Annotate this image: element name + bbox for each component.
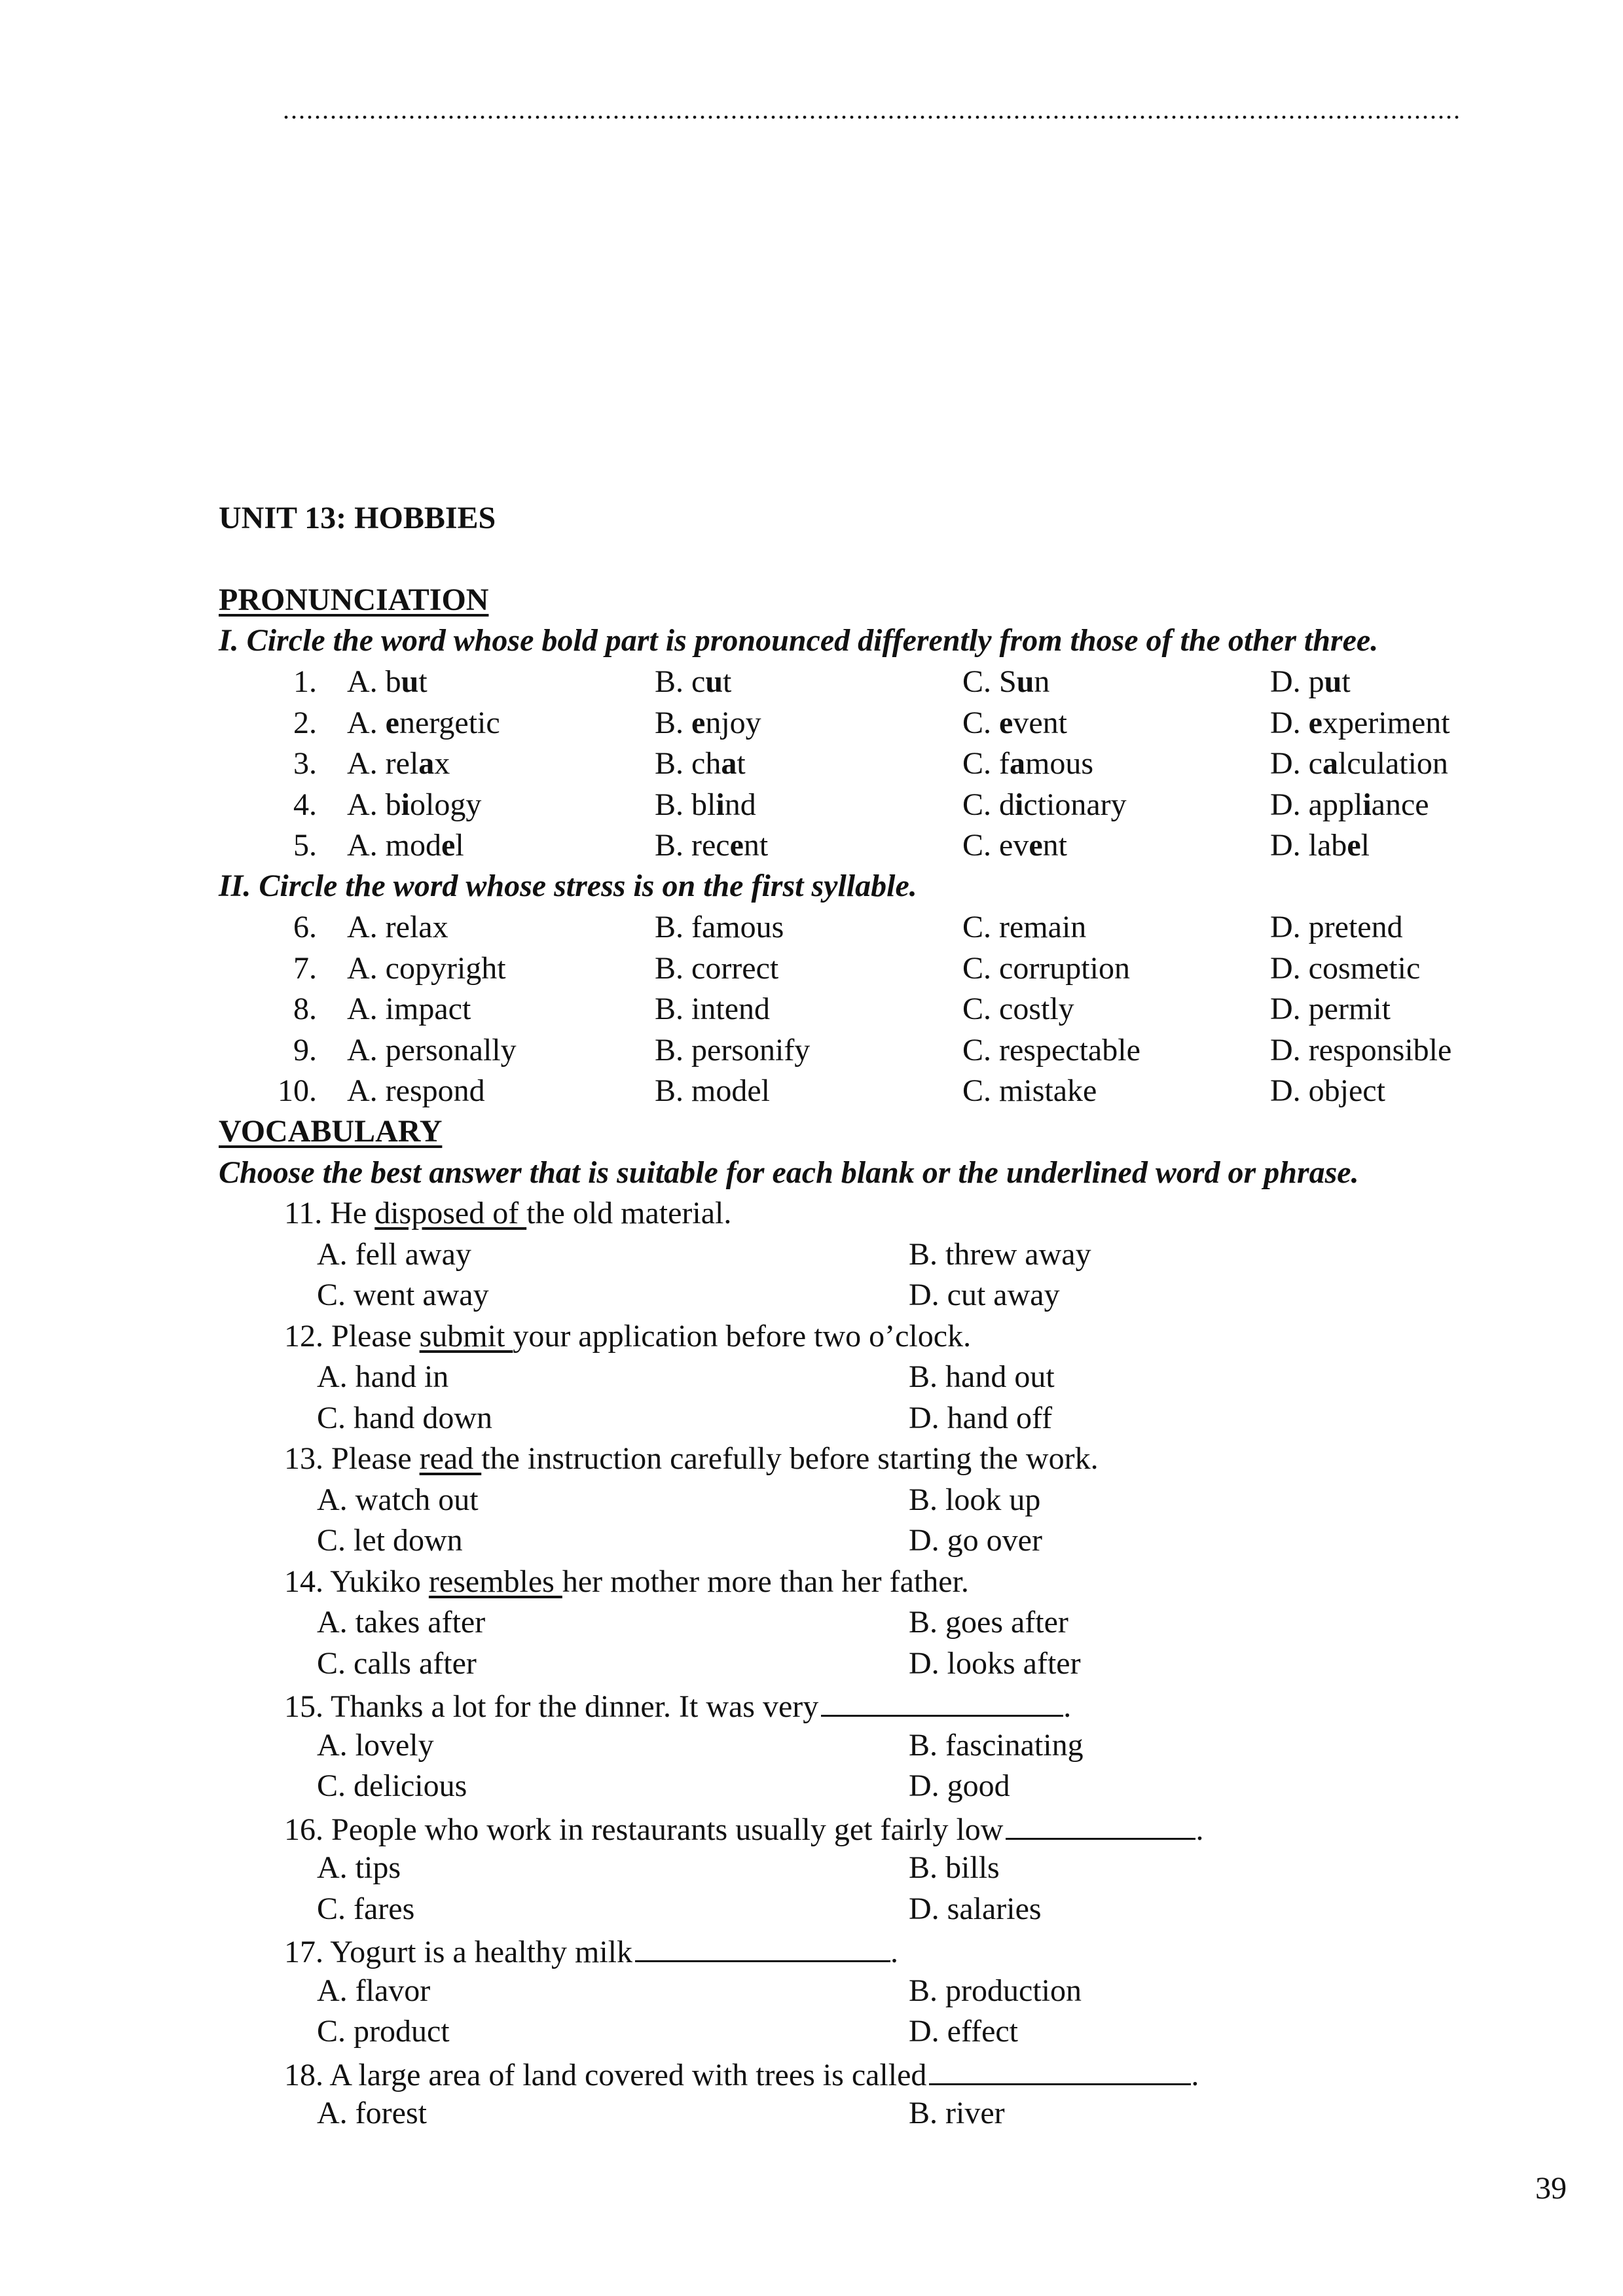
bold-part: u bbox=[1016, 664, 1034, 699]
question-number: 8. bbox=[293, 992, 317, 1026]
answer-option: A. takes after bbox=[317, 1605, 486, 1640]
answer-option: B. correct bbox=[655, 950, 779, 986]
answer-option: C. product bbox=[317, 2014, 450, 2049]
answer-option: D. salaries bbox=[909, 1891, 1042, 1926]
answer-option: C. fares bbox=[317, 1891, 415, 1926]
answer-option: C. costly bbox=[962, 992, 1074, 1026]
answer-option: D. good bbox=[909, 1768, 1010, 1803]
answer-option: B. intend bbox=[655, 992, 770, 1026]
answer-option: C. famous bbox=[962, 746, 1094, 781]
answer-option: D. go over bbox=[909, 1523, 1042, 1558]
answer-option: A. tips bbox=[317, 1850, 401, 1885]
answer-blank bbox=[635, 1934, 890, 1962]
bold-part: e bbox=[999, 705, 1013, 740]
answer-option: B. threw away bbox=[909, 1236, 1091, 1272]
page-number: 39 bbox=[1535, 2171, 1567, 2206]
question-number: 7. bbox=[293, 950, 317, 986]
answer-option: A. personally bbox=[347, 1032, 517, 1067]
answer-option: D. pretend bbox=[1270, 910, 1403, 944]
answer-option: D. appliance bbox=[1270, 787, 1429, 822]
pronunciation-heading: PRONUNCIATION bbox=[219, 583, 489, 617]
answer-option: B. famous bbox=[655, 910, 784, 944]
question-number: 9. bbox=[293, 1032, 317, 1067]
underlined-phrase: read bbox=[419, 1441, 482, 1476]
question-stem: 15. Thanks a lot for the dinner. It was very . bbox=[284, 1689, 1072, 1724]
question-number: 6. bbox=[293, 910, 317, 944]
answer-blank bbox=[821, 1689, 1063, 1717]
answer-option: C. went away bbox=[317, 1278, 489, 1312]
answer-option: A. hand in bbox=[317, 1359, 449, 1394]
bold-part: e bbox=[1347, 828, 1361, 863]
answer-option: C. remain bbox=[962, 910, 1087, 944]
answer-option: A. fell away bbox=[317, 1236, 471, 1272]
answer-option: C. mistake bbox=[962, 1073, 1097, 1108]
answer-option: D. hand off bbox=[909, 1400, 1053, 1435]
answer-option: C. calls after bbox=[317, 1645, 477, 1681]
answer-option: B. fascinating bbox=[909, 1727, 1084, 1763]
answer-option: D. responsible bbox=[1270, 1032, 1452, 1067]
answer-option: B. production bbox=[909, 1973, 1082, 2008]
answer-option: D. calculation bbox=[1270, 746, 1448, 781]
answer-option: D. cut away bbox=[909, 1278, 1060, 1312]
question-number: 2. bbox=[293, 705, 317, 740]
underlined-phrase: disposed of bbox=[374, 1196, 527, 1230]
answer-option: D. object bbox=[1270, 1073, 1385, 1108]
answer-option: B. bills bbox=[909, 1850, 1000, 1885]
bold-part: u bbox=[705, 664, 723, 699]
unit-title: UNIT 13: HOBBIES bbox=[219, 501, 496, 535]
bold-part: u bbox=[1324, 664, 1342, 699]
answer-option: A. relax bbox=[347, 910, 448, 944]
answer-option: A. lovely bbox=[317, 1727, 434, 1763]
answer-option: B. chat bbox=[655, 746, 746, 781]
underlined-phrase: resembles bbox=[428, 1564, 562, 1599]
answer-option: D. label bbox=[1270, 828, 1370, 863]
answer-option: B. blind bbox=[655, 787, 756, 822]
bold-part: e bbox=[729, 828, 744, 863]
bold-part: i bbox=[1015, 787, 1024, 822]
answer-option: B. model bbox=[655, 1073, 770, 1108]
bold-part: a bbox=[1010, 746, 1025, 781]
part1-instruction: I. Circle the word whose bold part is pronounced differently from those of the other three. bbox=[219, 623, 1379, 658]
answer-option: A. energetic bbox=[347, 705, 500, 740]
bold-part: e bbox=[385, 705, 399, 740]
answer-option: A. impact bbox=[347, 992, 471, 1026]
answer-option: A. biology bbox=[347, 787, 482, 822]
answer-option: B. hand out bbox=[909, 1359, 1055, 1394]
bold-part: a bbox=[721, 746, 737, 781]
answer-option: B. enjoy bbox=[655, 705, 761, 740]
question-number: 4. bbox=[293, 787, 317, 822]
bold-part: e bbox=[1029, 828, 1043, 863]
part2-instruction: II. Circle the word whose stress is on the first syllable. bbox=[219, 869, 917, 903]
question-number: 10. bbox=[278, 1073, 317, 1108]
answer-option: C. hand down bbox=[317, 1400, 492, 1435]
answer-option: A. but bbox=[347, 664, 428, 699]
answer-option: D. permit bbox=[1270, 992, 1391, 1026]
answer-option: C. respectable bbox=[962, 1032, 1140, 1067]
question-stem: 13. Please read the instruction carefully before starting the work. bbox=[284, 1441, 1099, 1476]
answer-option: A. relax bbox=[347, 746, 450, 781]
answer-option: C. dictionary bbox=[962, 787, 1127, 822]
answer-option: B. look up bbox=[909, 1482, 1041, 1517]
answer-option: C. corruption bbox=[962, 950, 1130, 986]
question-stem: 16. People who work in restaurants usually get fairly low . bbox=[284, 1812, 1204, 1847]
answer-option: B. recent bbox=[655, 828, 769, 863]
bold-part: a bbox=[418, 746, 435, 781]
bold-part: i bbox=[716, 787, 725, 822]
answer-option: B. river bbox=[909, 2096, 1005, 2130]
bold-part: e bbox=[441, 828, 456, 863]
question-stem: 18. A large area of land covered with trees is called . bbox=[284, 2057, 1199, 2092]
answer-option: C. event bbox=[962, 828, 1067, 863]
bold-part: u bbox=[401, 664, 419, 699]
answer-option: B. cut bbox=[655, 664, 732, 699]
answer-option: D. experiment bbox=[1270, 705, 1450, 740]
answer-option: D. cosmetic bbox=[1270, 950, 1421, 986]
answer-option: A. forest bbox=[317, 2096, 427, 2130]
vocabulary-instruction: Choose the best answer that is suitable for each blank or the underlined word or phrase. bbox=[219, 1155, 1359, 1190]
question-stem: 12. Please submit your application before two o’clock. bbox=[284, 1318, 972, 1354]
bold-part: a bbox=[1322, 746, 1338, 781]
answer-option: C. delicious bbox=[317, 1768, 467, 1803]
bold-part: e bbox=[1308, 705, 1322, 740]
answer-blank bbox=[1006, 1812, 1195, 1840]
answer-option: D. looks after bbox=[909, 1645, 1081, 1681]
question-stem: 14. Yukiko resembles her mother more than her father. bbox=[284, 1564, 969, 1599]
question-number: 3. bbox=[293, 746, 317, 781]
vocabulary-heading: VOCABULARY bbox=[219, 1114, 443, 1149]
answer-blank bbox=[929, 2057, 1191, 2085]
answer-option: B. goes after bbox=[909, 1605, 1068, 1640]
answer-option: A. copyright bbox=[347, 950, 506, 986]
answer-option: A. watch out bbox=[317, 1482, 479, 1517]
question-number: 1. bbox=[293, 664, 317, 699]
underlined-phrase: submit bbox=[419, 1318, 513, 1354]
answer-option: A. respond bbox=[347, 1073, 485, 1108]
answer-option: C. let down bbox=[317, 1523, 463, 1558]
answer-option: D. put bbox=[1270, 664, 1351, 699]
answer-option: D. effect bbox=[909, 2014, 1019, 2049]
bold-part: i bbox=[401, 787, 410, 822]
answer-option: C. Sun bbox=[962, 664, 1050, 699]
question-stem: 17. Yogurt is a healthy milk . bbox=[284, 1935, 899, 1969]
dotted-line: ...................................................................................................................................................... bbox=[283, 97, 1461, 123]
answer-option: C. event bbox=[962, 705, 1067, 740]
answer-option: A. model bbox=[347, 828, 464, 863]
answer-option: B. personify bbox=[655, 1032, 811, 1067]
question-number: 5. bbox=[293, 828, 317, 863]
question-stem: 11. He disposed of the old material. bbox=[284, 1196, 732, 1230]
bold-part: e bbox=[691, 705, 706, 740]
bold-part: i bbox=[1362, 787, 1372, 822]
answer-option: A. flavor bbox=[317, 1973, 431, 2008]
